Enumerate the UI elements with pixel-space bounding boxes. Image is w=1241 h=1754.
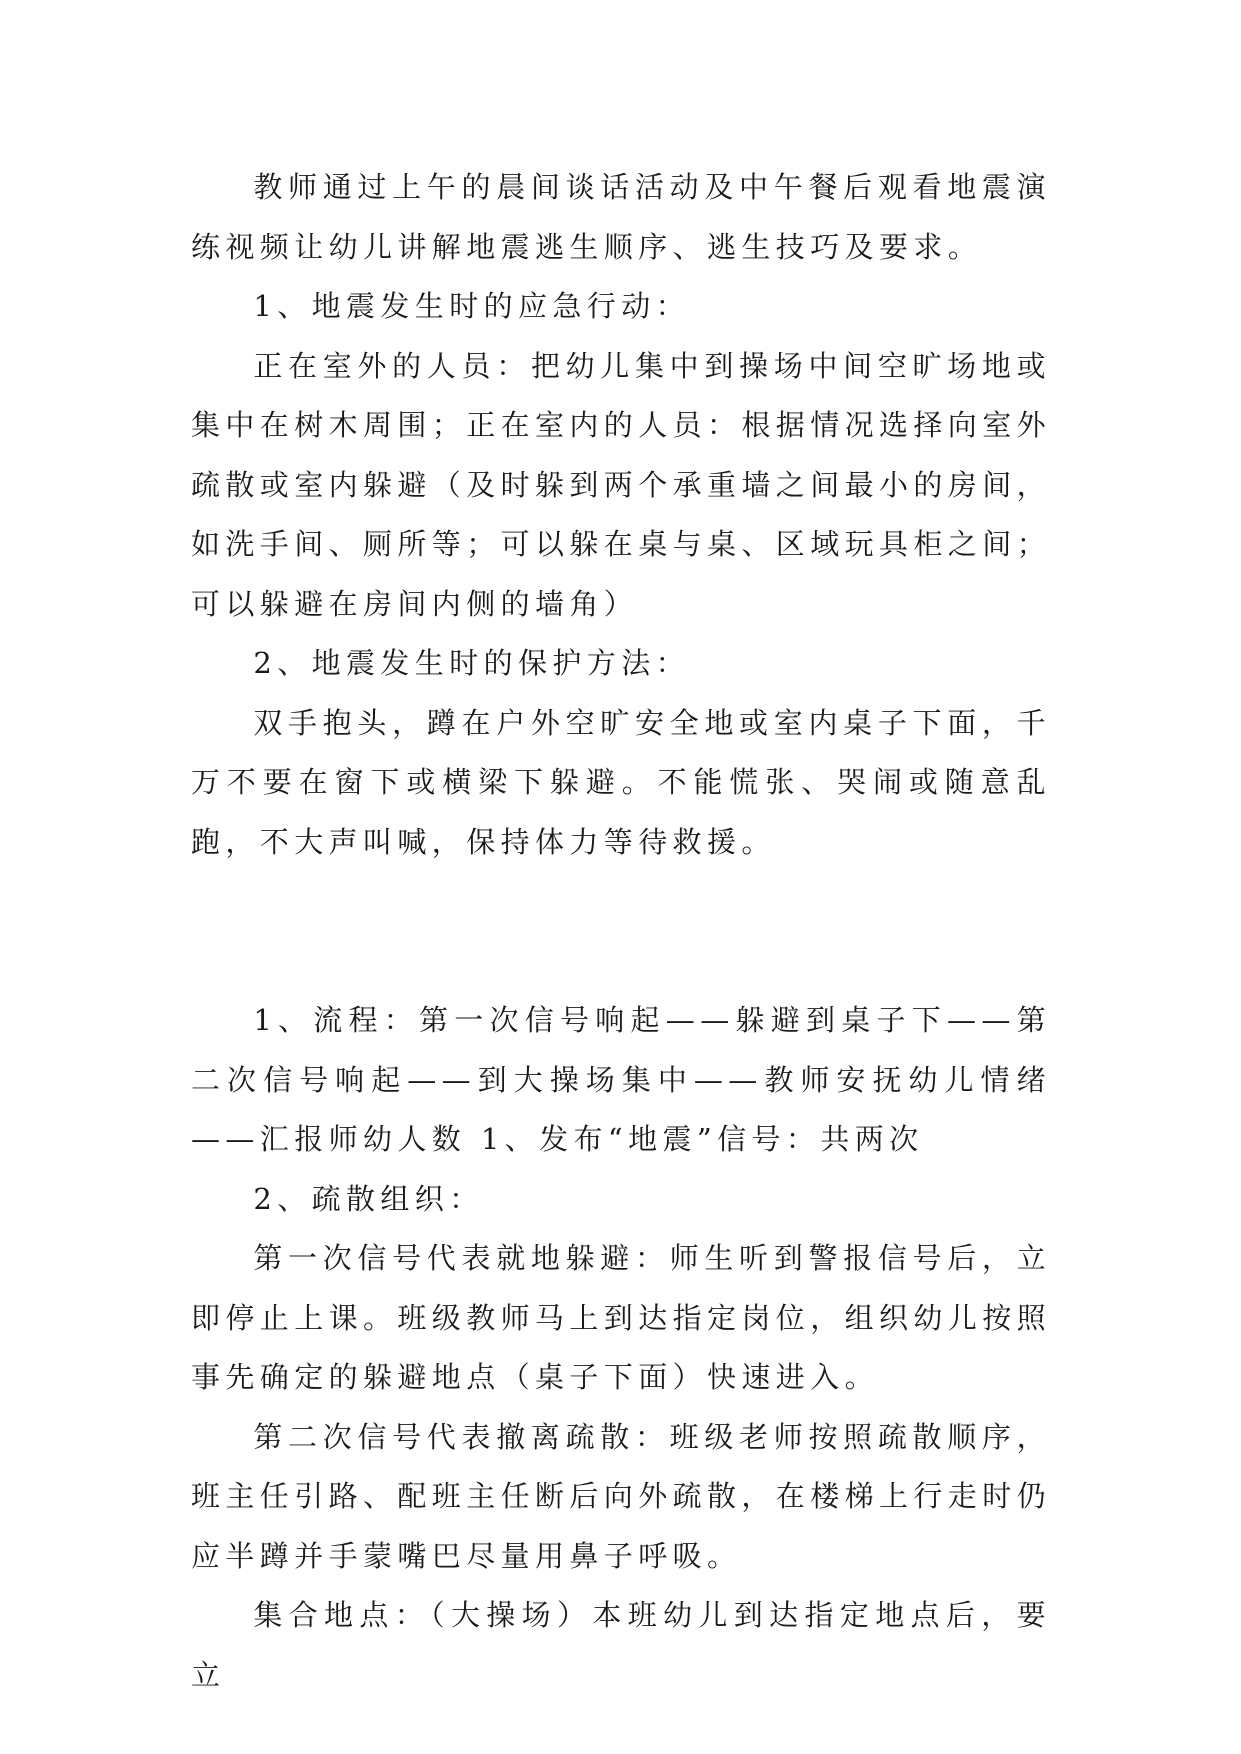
paragraph-emergency-action: 正在室外的人员：把幼儿集中到操场中间空旷场地或集中在树木周围；正在室内的人员：根据情况选择向室外疏散或室内躲避（及时躲到两个承重墙之间最小的房间，如洗手间、厕所等；可以躲在桌与桌、区域玩具柜之间；可以躲避在房间内侧的墙角） [191, 348, 1052, 621]
paragraph-assembly-point: 集合地点：（大操场）本班幼儿到达指定地点后，要立 [191, 1598, 1051, 1692]
paragraph-second-signal: 第二次信号代表撤离疏散：班级老师按照疏散顺序，班主任引路、配班主任断后向外疏散，在楼梯上行走时仍应半蹲并手蒙嘴巴尽量用鼻子呼吸。 [191, 1419, 1052, 1573]
heading-evacuation-organization: 2、疏散组织： [253, 1181, 484, 1216]
section-spacer [191, 872, 1051, 991]
paragraph-procedure: 1、流程：第一次信号响起——躲避到桌子下——第二次信号响起——到大操场集中——教师安抚幼儿情绪——汇报师幼人数 1、发布“地震”信号：共两次 [191, 1003, 1051, 1156]
paragraph-first-signal: 第一次信号代表就地躲避：师生听到警报信号后，立即停止上课。班级教师马上到达指定岗位，组织幼儿按照事先确定的躲避地点（桌子下面）快速进入。 [191, 1241, 1052, 1394]
paragraph-intro: 教师通过上午的晨间谈话活动及中午餐后观看地震演练视频让幼儿讲解地震逃生顺序、逃生技巧及要求。 [191, 170, 1051, 264]
heading-protection-method: 2、地震发生时的保护方法： [253, 646, 690, 680]
heading-emergency-action: 1、地震发生时的应急行动： [253, 289, 690, 323]
document-body [191, 158, 1051, 1705]
paragraph-protection-method: 双手抱头，蹲在户外空旷安全地或室内桌子下面，千万不要在窗下或横梁下躲避。不能慌张、哭闹或随意乱跑，不大声叫喊，保持体力等待救援。 [191, 705, 1051, 859]
